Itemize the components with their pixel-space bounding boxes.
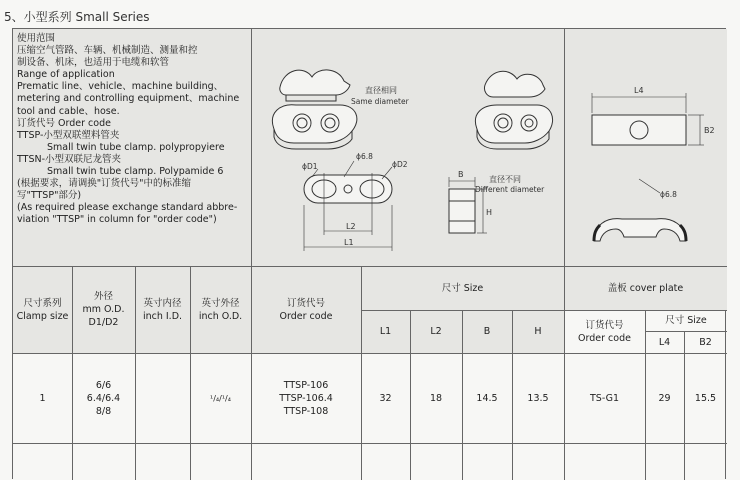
row-order-code-value: TTSP-108 [283, 405, 329, 417]
desc-line: Small twin tube clamp. polypropyiere [47, 141, 225, 153]
header-inch-id-en: inch I.D. [142, 310, 183, 322]
desc-line: Range of application [17, 69, 115, 81]
grid-line [13, 443, 727, 444]
label-l4: L4 [634, 86, 644, 95]
section-title: 5、小型系列 Small Series [4, 10, 150, 24]
label-l1: L1 [344, 238, 354, 247]
row-od-value: 6.4/6.4 [86, 392, 121, 404]
header-inch-od-en: inch O.D. [198, 310, 243, 322]
desc-line: Prematic line、vehicle、machine building、 [17, 81, 224, 93]
desc-line: metering and controlling equipment、machine [17, 93, 240, 105]
header-cover-order-cn: 订货代号 [585, 319, 624, 331]
desc-line: Small twin tube clamp. Polypamide 6 [47, 166, 224, 178]
description-block [17, 33, 249, 227]
same-diameter-cn-label: 直径相同 [365, 86, 397, 95]
header-od-d1d2: D1/D2 [88, 317, 119, 328]
header-clamp-size [13, 266, 72, 353]
row-outer-diameter [72, 353, 135, 443]
different-diameter-diagram [421, 29, 564, 266]
header-outer-diameter [72, 266, 135, 353]
label-cover-phi-6-8: ϕ6.8 [660, 190, 677, 199]
desc-line: 压缩空气管路、车辆、机械制造、测量和控 [17, 45, 198, 57]
header-cover-order-en: Order code [578, 332, 631, 344]
desc-line: 使用范围 [17, 33, 56, 44]
grid-line [251, 29, 252, 266]
row-inch-od: ¹/₄/¹/₄ [210, 393, 231, 403]
row-order-code-value: TTSP-106.4 [279, 392, 333, 404]
different-diameter-cn-label: 直径不同 [489, 175, 521, 184]
same-diameter-en-label: Same diameter [351, 97, 409, 106]
row-od-value: 8/8 [95, 405, 112, 417]
header-l2: L2 [430, 326, 442, 337]
header-inch-id [135, 266, 190, 353]
desc-line: (As required please exchange standard abbre- [17, 202, 238, 214]
header-inch-od-cn: 英寸外径 [201, 297, 240, 309]
cover-plate-profile [594, 219, 686, 241]
header-cover-plate-label: 盖板 cover plate [607, 282, 684, 294]
header-order-code [251, 266, 361, 353]
header-b2: B2 [699, 336, 712, 348]
header-cover-plate [564, 266, 727, 310]
desc-line: 订货代号 Order code [17, 117, 111, 129]
header-clamp-size-cn: 尺寸系列 [23, 297, 62, 309]
header-inch-od [190, 266, 251, 353]
header-order-code-en: Order code [279, 310, 333, 322]
header-size-label: 尺寸 Size [441, 282, 484, 294]
row-order-code [251, 353, 361, 443]
header-cover-order-code [564, 310, 645, 353]
row-h: 13.5 [527, 392, 549, 404]
row-b2: 15.5 [694, 392, 717, 404]
row-b: 14.5 [476, 392, 498, 404]
row-inch-id [135, 353, 190, 443]
row-l2: 18 [429, 392, 443, 404]
label-d2: ϕD2 [392, 160, 408, 169]
label-h: H [486, 208, 493, 217]
desc-line: 制设备、机床，也适用于电缆和软管 [17, 57, 170, 69]
header-size [361, 266, 564, 310]
desc-line: tool and cable、hose. [17, 105, 120, 117]
label-phi-6-8: ϕ6.8 [356, 152, 373, 161]
label-d1: ϕD1 [302, 162, 318, 171]
header-h: H [534, 326, 542, 337]
row-order-code-value: TTSP-106 [283, 379, 329, 391]
header-clamp-size-en: Clamp size [16, 310, 69, 322]
desc-line: viation "TTSP" in column for "order code") [17, 214, 217, 226]
different-diameter-en-label: Different diameter [475, 185, 545, 194]
header-order-code-cn: 订货代号 [286, 297, 325, 309]
row-od-value: 6/6 [95, 379, 112, 391]
label-l2: L2 [346, 222, 356, 231]
label-b2: B2 [704, 126, 715, 135]
desc-line: TTSN-小型双联尼龙管夹 [17, 153, 122, 165]
header-l4: L4 [658, 336, 671, 348]
header-inch-id-cn: 英寸内径 [143, 297, 182, 309]
header-od-en: mm O.D. [82, 304, 125, 315]
header-b: B [483, 326, 491, 337]
header-od-cn: 外径 [93, 291, 113, 302]
row-l4: 29 [658, 392, 671, 404]
label-b: B [458, 170, 464, 179]
cover-plate-diagram [564, 29, 727, 266]
desc-line: TTSP-小型双联塑料管夹 [17, 129, 120, 141]
header-cover-size: 尺寸 Size [665, 315, 707, 326]
spec-sheet [12, 28, 726, 479]
desc-line: 写"TTSP"部分) [17, 190, 82, 202]
desc-line: (根据要求，请调换"订货代号"中的标准缩 [17, 178, 191, 190]
row-cover-order-code: TS-G1 [589, 392, 619, 404]
row-clamp-size: 1 [39, 392, 46, 404]
header-l1: L1 [379, 326, 392, 337]
row-l1: 32 [379, 392, 392, 404]
